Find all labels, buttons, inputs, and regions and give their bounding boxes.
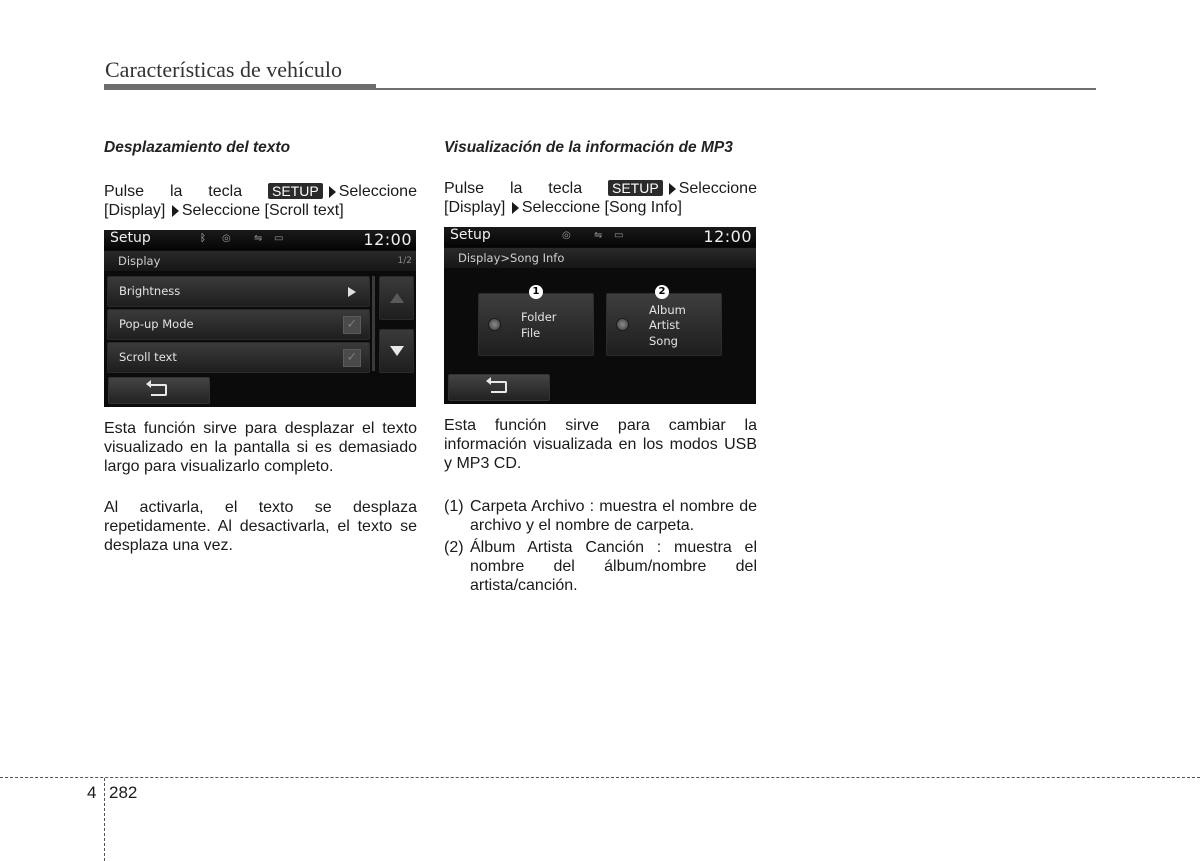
usb-icon: ⇋ bbox=[594, 230, 603, 241]
option-line: Folder bbox=[521, 310, 557, 324]
instr-key-group bbox=[268, 182, 417, 201]
instr-select-song-info: Seleccione [Song Info] bbox=[521, 199, 682, 216]
menu-item-label: Scroll text bbox=[119, 350, 177, 364]
list-text: Álbum Artista Canción : muestra el nombre del álbum/nombre del artista/canción. bbox=[470, 539, 757, 594]
disc-icon: ◎ bbox=[222, 233, 231, 244]
instr-word: tecla bbox=[208, 183, 243, 200]
page-header-title: Características de vehículo bbox=[105, 57, 343, 82]
instruction-mp3-info bbox=[444, 179, 757, 217]
bluetooth-icon: ᛒ bbox=[200, 233, 206, 244]
arrow-right-icon bbox=[329, 186, 336, 198]
instr-word: tecla bbox=[548, 180, 583, 197]
option-folder-file[interactable] bbox=[478, 293, 594, 356]
instruction-scroll-text bbox=[104, 182, 417, 220]
back-arrow-icon bbox=[491, 381, 507, 393]
screen-subheader bbox=[444, 248, 756, 268]
usb-icon: ⇋ bbox=[254, 233, 263, 244]
screen-title: Setup bbox=[110, 230, 151, 246]
option-album-artist-song[interactable] bbox=[606, 293, 722, 356]
setup-key-badge: SETUP bbox=[608, 180, 663, 196]
screen-clock: 12:00 bbox=[703, 227, 752, 246]
screen-title: Setup bbox=[450, 227, 491, 243]
paragraph-scroll-desc: Esta función sirve para desplazar el texto visualizado en la pantalla si es demasiado largo para visualizarlo completo. bbox=[104, 420, 417, 475]
option-line: Song bbox=[649, 334, 678, 348]
list-text: Carpeta Archivo : muestra el nombre de archivo y el nombre de carpeta. bbox=[470, 498, 757, 534]
option-line: File bbox=[521, 326, 541, 340]
screen-clock: 12:00 bbox=[363, 230, 412, 249]
screen-subheader bbox=[104, 251, 416, 271]
checkbox-icon[interactable]: ✓ bbox=[343, 349, 361, 367]
page-number: 282 bbox=[109, 783, 138, 802]
instr-word: Pulse bbox=[104, 183, 145, 200]
paragraph-scroll-behavior: Al activarla, el texto se desplaza repetidamente. Al desactivarla, el texto se desplaza una vez. bbox=[104, 499, 417, 554]
arrow-up-icon bbox=[390, 293, 404, 303]
header-rule-thin bbox=[376, 88, 1096, 90]
disc-icon: ◎ bbox=[562, 230, 571, 241]
instr-word: Pulse bbox=[444, 180, 485, 197]
menu-item-popup-mode[interactable] bbox=[107, 309, 370, 340]
play-arrow-icon bbox=[348, 287, 356, 297]
setup-screen-song-info bbox=[444, 227, 756, 404]
footer-vertical-divider bbox=[104, 778, 105, 861]
list-item-album-artist-song bbox=[444, 538, 757, 595]
footer-divider bbox=[0, 777, 1200, 778]
instr-word: la bbox=[509, 180, 523, 197]
instr-select: Seleccione bbox=[678, 180, 757, 197]
back-button[interactable] bbox=[448, 374, 550, 401]
back-arrow-icon bbox=[151, 384, 167, 396]
option-line: Album bbox=[649, 303, 686, 317]
arrow-down-icon bbox=[390, 346, 404, 356]
section-title-scroll-text: Desplazamiento del texto bbox=[104, 139, 291, 156]
instr-key-group bbox=[608, 179, 757, 198]
checkbox-icon[interactable]: ✓ bbox=[343, 316, 361, 334]
callout-number-1: 1 bbox=[529, 285, 543, 299]
radio-indicator bbox=[488, 318, 501, 331]
menu-item-label: Pop-up Mode bbox=[119, 317, 194, 331]
setup-screen-display bbox=[104, 230, 416, 407]
instr-word: la bbox=[169, 183, 183, 200]
callout-number-2: 2 bbox=[655, 285, 669, 299]
paragraph-mp3-desc: Esta función sirve para cambiar la información visualizada en los modos USB y MP3 CD. bbox=[444, 417, 757, 472]
scrollbar-track[interactable] bbox=[372, 276, 375, 371]
list-item-folder-file bbox=[444, 497, 757, 535]
screen-page-indicator: 1/2 bbox=[397, 256, 412, 266]
instr-display: [Display] bbox=[104, 202, 166, 219]
instr-select-scroll: Seleccione [Scroll text] bbox=[181, 202, 344, 219]
radio-indicator bbox=[616, 318, 629, 331]
list-number: (2) bbox=[444, 539, 464, 556]
list-number: (1) bbox=[444, 498, 464, 515]
scroll-up-button[interactable] bbox=[379, 276, 414, 320]
aux-icon: ▭ bbox=[274, 233, 284, 244]
option-line: Artist bbox=[649, 318, 680, 332]
header-rule-thick bbox=[104, 84, 376, 90]
instr-display: [Display] bbox=[444, 199, 506, 216]
back-button[interactable] bbox=[108, 377, 210, 404]
screen-subtitle: Display bbox=[118, 254, 161, 268]
menu-item-brightness[interactable] bbox=[107, 276, 370, 307]
setup-key-badge: SETUP bbox=[268, 183, 323, 199]
arrow-right-icon bbox=[172, 205, 179, 217]
arrow-right-icon bbox=[669, 183, 676, 195]
menu-item-label: Brightness bbox=[119, 284, 181, 298]
section-title-mp3-info: Visualización de la información de MP3 bbox=[444, 139, 733, 156]
menu-item-scroll-text[interactable] bbox=[107, 342, 370, 373]
instr-select: Seleccione bbox=[338, 183, 417, 200]
arrow-right-icon bbox=[512, 202, 519, 214]
screen-subtitle: Display>Song Info bbox=[458, 251, 565, 265]
aux-icon: ▭ bbox=[614, 230, 624, 241]
chapter-number: 4 bbox=[87, 783, 97, 802]
scroll-down-button[interactable] bbox=[379, 329, 414, 373]
